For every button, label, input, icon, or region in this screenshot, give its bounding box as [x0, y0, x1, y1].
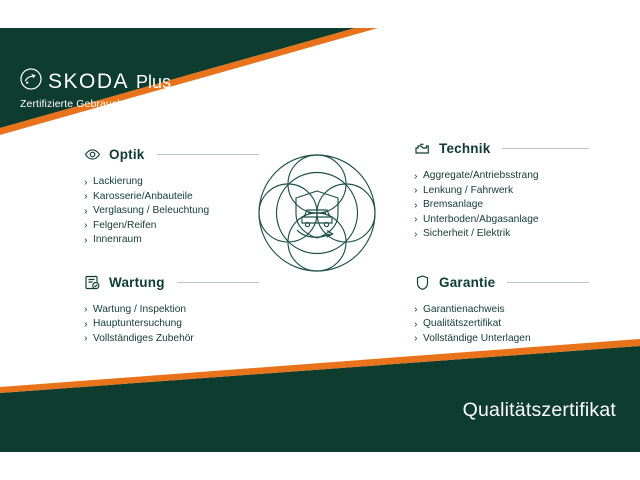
- column-right: [414, 140, 589, 368]
- list-item: › Vollständige Unterlagen: [414, 332, 589, 347]
- brand-logo: [20, 68, 171, 110]
- list-item: › Lenkung / Fahrwerk: [414, 184, 589, 199]
- column-left: [84, 146, 259, 368]
- car-shield-check-emblem-icon: [242, 138, 392, 288]
- poster-canvas: [0, 28, 640, 452]
- divider: [177, 282, 259, 283]
- skoda-winged-arrow-icon: [20, 68, 42, 95]
- checklist-garantie: [414, 303, 589, 347]
- brand-plus-label: Plus: [136, 71, 172, 92]
- group-title: Garantie: [439, 274, 496, 290]
- group-title: Optik: [109, 147, 145, 162]
- checklist-wartung: [84, 303, 259, 347]
- divider: [507, 282, 589, 283]
- shield-icon: [414, 274, 431, 291]
- checklist-technik: [414, 169, 589, 242]
- group-title: Wartung: [109, 274, 165, 290]
- list-item: › Qualitätszertifikat: [414, 317, 589, 332]
- group-title: Technik: [439, 141, 491, 156]
- list-item: › Karosserie/Anbauteile: [84, 190, 259, 205]
- list-item: › Bremsanlage: [414, 198, 589, 213]
- group-technik: [414, 140, 589, 242]
- eye-icon: [84, 146, 101, 163]
- list-item: › Felgen/Reifen: [84, 219, 259, 234]
- divider: [157, 154, 259, 155]
- group-wartung: [84, 274, 259, 347]
- list-item: › Garantienachweis: [414, 303, 589, 318]
- list-item: › Innenraum: [84, 233, 259, 248]
- list-item: › Wartung / Inspektion: [84, 303, 259, 318]
- list-item: › Lackierung: [84, 175, 259, 190]
- service-book-icon: [84, 274, 101, 291]
- brand-subtitle: Zertifizierte Gebrauchtwagen: [20, 98, 158, 110]
- poster-caption: Qualitätszertifikat: [462, 399, 616, 421]
- list-item: › Sicherheit / Elektrik: [414, 227, 589, 242]
- list-item: › Aggregate/Antriebsstrang: [414, 169, 589, 184]
- divider: [502, 148, 589, 149]
- brand-wordmark: SKODA: [48, 69, 130, 93]
- checklist-optik: [84, 175, 259, 248]
- list-item: › Verglasung / Beleuchtung: [84, 204, 259, 219]
- engine-icon: [414, 140, 431, 157]
- list-item: › Unterboden/Abgasanlage: [414, 213, 589, 228]
- list-item: › Hauptuntersuchung: [84, 317, 259, 332]
- group-optik: [84, 146, 259, 248]
- group-garantie: [414, 274, 589, 347]
- list-item: › Vollständiges Zubehör: [84, 332, 259, 347]
